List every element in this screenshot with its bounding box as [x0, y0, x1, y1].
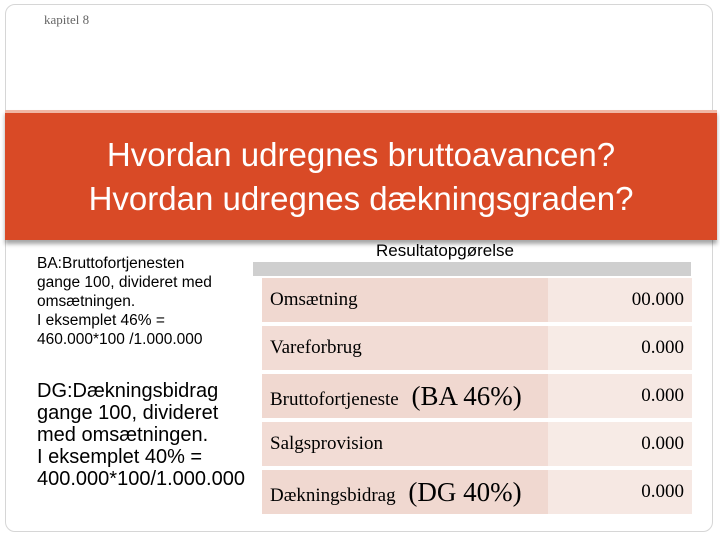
- row-value: 0.000: [548, 372, 692, 420]
- row-label: Omsætning: [270, 289, 358, 310]
- title-line-1: Hvordan udregnes bruttoavancen?: [106, 135, 616, 173]
- row-value: 0.000: [548, 420, 692, 468]
- row-value: 0.000: [548, 468, 692, 516]
- dg-line: DG:Dækningsbidrag: [37, 380, 219, 402]
- ba-line: I eksemplet 46% =: [37, 312, 165, 329]
- row-value: 0.000: [548, 324, 692, 372]
- row-label-cell: [262, 420, 548, 468]
- ba-tag: (BA 46%): [411, 380, 522, 411]
- table-row: [262, 278, 692, 324]
- title-banner: [5, 110, 717, 240]
- ba-line: 460.000*100 /1.000.000: [37, 331, 203, 348]
- row-value: 00.000: [548, 278, 692, 324]
- row-label: Salgsprovision: [270, 433, 383, 454]
- table-row: [262, 372, 692, 420]
- row-label-cell: [262, 468, 548, 516]
- ba-line: gange 100, divideret med: [37, 274, 212, 291]
- ba-line: BA:Bruttofortjenesten: [37, 255, 185, 272]
- ba-line: omsætningen.: [37, 293, 136, 310]
- dg-tag: (DG 40%): [408, 476, 522, 507]
- row-label: Dækningsbidrag: [270, 484, 396, 506]
- table-row: [262, 324, 692, 372]
- result-table-title: Resultatopgørelse: [376, 241, 514, 260]
- table-header-strip: [253, 262, 691, 276]
- row-label-cell: [262, 324, 548, 372]
- dg-line: I eksemplet 40% =: [37, 446, 203, 468]
- row-label: Bruttofortjeneste: [270, 388, 399, 410]
- result-table: [262, 278, 692, 518]
- table-row: [262, 468, 692, 516]
- row-label-cell: [262, 278, 548, 324]
- dg-explanation: [37, 380, 267, 490]
- dg-line: gange 100, divideret: [37, 402, 219, 424]
- dg-line: med omsætningen.: [37, 424, 209, 446]
- row-label: Vareforbrug: [270, 337, 362, 358]
- chapter-label: kapitel 8: [44, 12, 90, 27]
- ba-explanation: [37, 254, 277, 349]
- row-label-cell: [262, 372, 548, 420]
- table-row: [262, 420, 692, 468]
- title-line-2: Hvordan udregnes dækningsgraden?: [88, 179, 634, 217]
- dg-line: 400.000*100/1.000.000: [37, 468, 245, 490]
